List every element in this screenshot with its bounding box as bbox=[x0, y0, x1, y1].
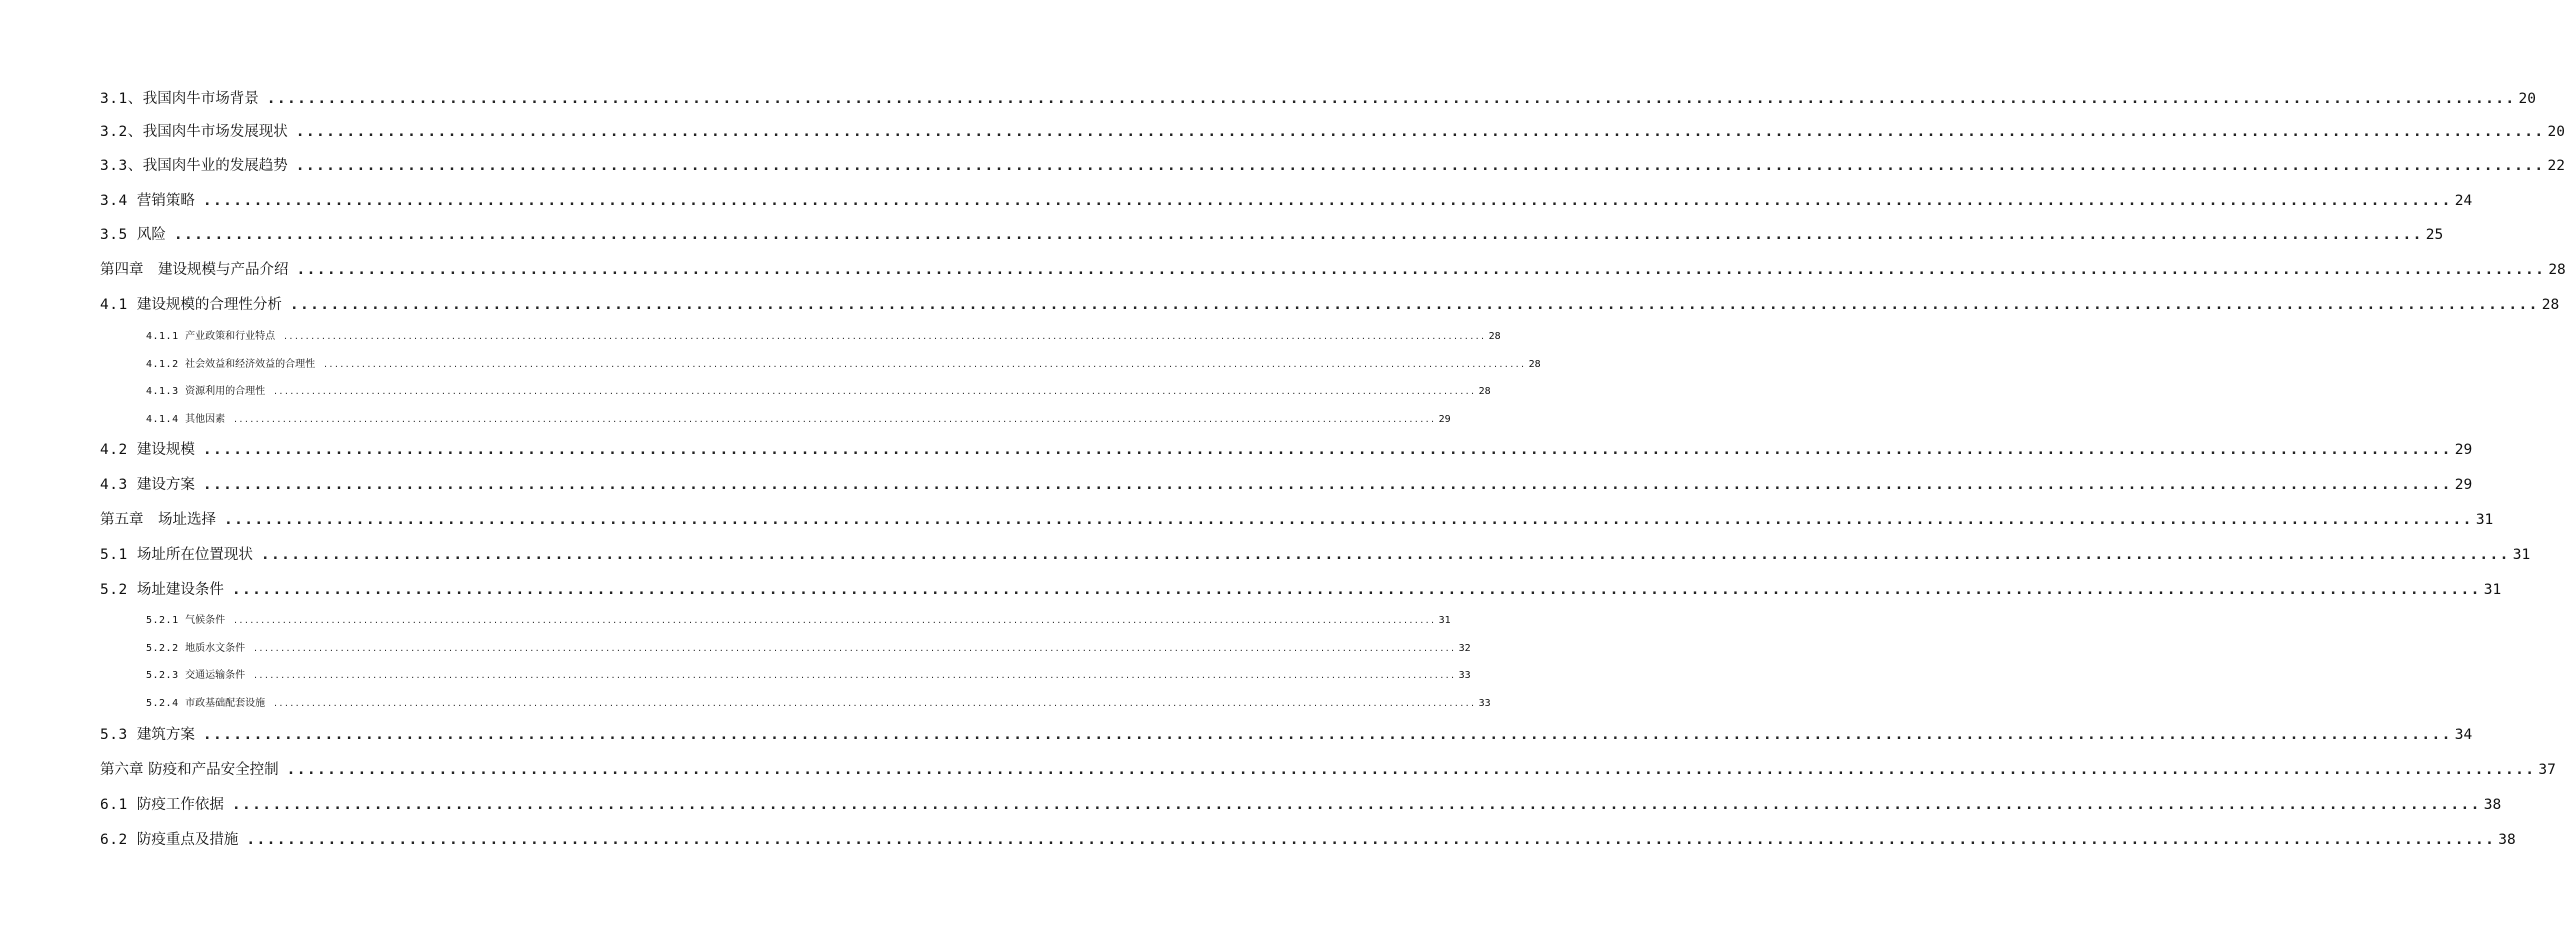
toc-number: 3.1、 bbox=[100, 91, 143, 107]
toc-title: 营销策略 bbox=[136, 193, 195, 209]
toc-page-number: 25 bbox=[2425, 227, 2444, 243]
toc-page-number: 31 bbox=[2512, 547, 2531, 563]
dot-leader: .............................................................................................................................................................................................................................. bbox=[296, 262, 2546, 278]
toc-title: 场址所在位置现状 bbox=[136, 547, 253, 563]
dot-leader: .............................................................................................................................................................................................................................. bbox=[295, 124, 2545, 140]
toc-title: 防疫工作依据 bbox=[136, 797, 224, 813]
toc-title: 建设方案 bbox=[136, 477, 195, 493]
toc-page-number: 28 bbox=[2541, 297, 2560, 313]
toc-title: 第四章 建设规模与产品介绍 bbox=[100, 262, 289, 278]
dot-leader: .............................................................................................................................................................................................................................. bbox=[233, 415, 1436, 424]
toc-page-number: 20 bbox=[2518, 91, 2536, 107]
toc-title: 建筑方案 bbox=[136, 727, 195, 743]
dot-leader: .............................................................................................................................................................................................................................. bbox=[173, 227, 2423, 243]
toc-entry-chapter-6[interactable] bbox=[100, 760, 2556, 780]
toc-label bbox=[100, 580, 224, 600]
dot-leader: .............................................................................................................................................................................................................................. bbox=[260, 547, 2510, 563]
toc-label bbox=[146, 385, 265, 399]
dot-leader: .............................................................................................................................................................................................................................. bbox=[283, 332, 1486, 341]
toc-page-number: 24 bbox=[2454, 193, 2473, 209]
toc-number: 5.2.3 bbox=[146, 670, 186, 681]
toc-page-number: 28 bbox=[2548, 262, 2566, 278]
toc-entry-5-2-3[interactable] bbox=[146, 669, 1471, 683]
toc-page-number: 31 bbox=[2475, 512, 2494, 528]
toc-page-number: 34 bbox=[2454, 727, 2473, 743]
toc-title: 建设规模 bbox=[136, 442, 195, 458]
toc-title: 我国肉牛市场背景 bbox=[142, 91, 259, 107]
toc-label bbox=[146, 697, 265, 711]
toc-page-number: 32 bbox=[1458, 643, 1471, 654]
toc-number: 5.1 bbox=[100, 547, 137, 563]
toc-number: 4.1.1 bbox=[146, 331, 186, 342]
toc-page-number: 33 bbox=[1478, 698, 1491, 709]
toc-number: 5.2 bbox=[100, 582, 137, 598]
toc-title: 其他因素 bbox=[185, 414, 226, 425]
toc-number: 4.1.4 bbox=[146, 414, 186, 425]
toc-label bbox=[100, 191, 195, 211]
toc-entry-chapter-4[interactable] bbox=[100, 260, 2566, 280]
toc-label bbox=[100, 295, 282, 315]
toc-entry-3-3[interactable] bbox=[100, 156, 2565, 176]
toc-page-number: 31 bbox=[1438, 615, 1451, 626]
toc-entry-3-1[interactable] bbox=[100, 89, 2536, 109]
dot-leader: .............................................................................................................................................................................................................................. bbox=[286, 762, 2536, 778]
toc-entry-5-1[interactable] bbox=[100, 545, 2531, 565]
toc-title: 资源利用的合理性 bbox=[185, 386, 266, 397]
toc-number: 6.1 bbox=[100, 797, 137, 813]
dot-leader: .............................................................................................................................................................................................................................. bbox=[202, 727, 2452, 743]
toc-number: 3.4 bbox=[100, 193, 137, 209]
toc-entry-5-2-2[interactable] bbox=[146, 642, 1471, 656]
toc-page-number: 28 bbox=[1528, 359, 1541, 370]
toc-entry-4-1-1[interactable] bbox=[146, 330, 1501, 344]
toc-title: 第六章 防疫和产品安全控制 bbox=[100, 762, 279, 778]
toc-label bbox=[146, 642, 245, 656]
dot-leader: .............................................................................................................................................................................................................................. bbox=[253, 671, 1456, 680]
toc-number: 5.3 bbox=[100, 727, 137, 743]
toc-title: 气候条件 bbox=[185, 615, 226, 626]
toc-label bbox=[100, 440, 195, 460]
toc-label bbox=[100, 760, 279, 780]
toc-page-number: 33 bbox=[1458, 670, 1471, 681]
toc-entry-4-1[interactable] bbox=[100, 295, 2560, 315]
toc-label bbox=[100, 260, 289, 280]
dot-leader: .............................................................................................................................................................................................................................. bbox=[273, 387, 1476, 396]
toc-number: 4.3 bbox=[100, 477, 137, 493]
toc-label bbox=[100, 545, 253, 565]
toc-page-number: 31 bbox=[2483, 582, 2502, 598]
toc-label bbox=[146, 330, 275, 344]
toc-page-number: 20 bbox=[2547, 124, 2565, 140]
toc-entry-3-5[interactable] bbox=[100, 225, 2444, 245]
toc-title: 风险 bbox=[136, 227, 166, 243]
toc-title: 我国肉牛市场发展现状 bbox=[142, 124, 288, 140]
toc-number: 4.2 bbox=[100, 442, 137, 458]
toc-label bbox=[146, 413, 225, 427]
toc-entry-5-2-4[interactable] bbox=[146, 697, 1491, 711]
toc-entry-6-1[interactable] bbox=[100, 795, 2502, 815]
toc-entry-5-3[interactable] bbox=[100, 725, 2473, 745]
toc-number: 4.1 bbox=[100, 297, 137, 313]
toc-page-number: 22 bbox=[2547, 158, 2565, 174]
toc-number: 5.2.4 bbox=[146, 698, 186, 709]
toc-page-number: 28 bbox=[1478, 386, 1491, 397]
toc-label bbox=[100, 830, 238, 850]
toc-entry-4-1-3[interactable] bbox=[146, 385, 1491, 399]
toc-title: 交通运输条件 bbox=[185, 670, 246, 681]
dot-leader: .............................................................................................................................................................................................................................. bbox=[231, 797, 2481, 813]
dot-leader: .............................................................................................................................................................................................................................. bbox=[202, 193, 2452, 209]
dot-leader: .............................................................................................................................................................................................................................. bbox=[266, 91, 2516, 107]
dot-leader: .............................................................................................................................................................................................................................. bbox=[246, 832, 2496, 848]
toc-entry-5-2-1[interactable] bbox=[146, 614, 1451, 628]
toc-label bbox=[100, 225, 166, 245]
toc-title: 第五章 场址选择 bbox=[100, 512, 216, 528]
toc-label bbox=[100, 475, 195, 495]
dot-leader: .............................................................................................................................................................................................................................. bbox=[253, 644, 1456, 653]
toc-entry-3-4[interactable] bbox=[100, 191, 2473, 211]
dot-leader: .............................................................................................................................................................................................................................. bbox=[289, 297, 2539, 313]
toc-label bbox=[100, 156, 288, 176]
toc-number: 3.5 bbox=[100, 227, 137, 243]
toc-number: 4.1.3 bbox=[146, 386, 186, 397]
toc-number: 6.2 bbox=[100, 832, 137, 848]
dot-leader: .............................................................................................................................................................................................................................. bbox=[224, 512, 2473, 528]
toc-entry-4-2[interactable] bbox=[100, 440, 2473, 460]
toc-page-number: 28 bbox=[1488, 331, 1501, 342]
toc-title: 社会效益和经济效益的合理性 bbox=[185, 359, 316, 370]
dot-leader: .............................................................................................................................................................................................................................. bbox=[273, 699, 1476, 708]
toc-entry-6-2[interactable] bbox=[100, 830, 2516, 850]
dot-leader: .............................................................................................................................................................................................................................. bbox=[233, 616, 1436, 625]
toc-label bbox=[100, 795, 224, 815]
toc-title: 产业政策和行业特点 bbox=[185, 331, 276, 342]
toc-entry-3-2[interactable] bbox=[100, 122, 2565, 142]
toc-title: 防疫重点及措施 bbox=[136, 832, 239, 848]
toc-page-number: 38 bbox=[2483, 797, 2502, 813]
toc-title: 市政基础配套设施 bbox=[185, 698, 266, 709]
toc-entry-5-2[interactable] bbox=[100, 580, 2502, 600]
toc-number: 5.2.1 bbox=[146, 615, 186, 626]
dot-leader: .............................................................................................................................................................................................................................. bbox=[202, 442, 2452, 458]
toc-entry-4-3[interactable] bbox=[100, 475, 2473, 495]
toc-label bbox=[100, 89, 259, 109]
dot-leader: .............................................................................................................................................................................................................................. bbox=[295, 158, 2545, 174]
toc-number: 5.2.2 bbox=[146, 643, 186, 654]
toc-label bbox=[146, 669, 245, 683]
toc-page-number: 37 bbox=[2538, 762, 2556, 778]
toc-title: 场址建设条件 bbox=[136, 582, 224, 598]
toc-number: 4.1.2 bbox=[146, 359, 186, 370]
dot-leader: .............................................................................................................................................................................................................................. bbox=[323, 360, 1526, 369]
toc-page-number: 29 bbox=[1438, 414, 1451, 425]
toc-entry-4-1-4[interactable] bbox=[146, 413, 1451, 427]
toc-title: 建设规模的合理性分析 bbox=[136, 297, 282, 313]
toc-entry-4-1-2[interactable] bbox=[146, 358, 1541, 372]
toc-label bbox=[100, 725, 195, 745]
toc-number: 3.2、 bbox=[100, 124, 143, 140]
toc-label bbox=[100, 122, 288, 142]
toc-page-number: 29 bbox=[2454, 442, 2473, 458]
toc-page-number: 29 bbox=[2454, 477, 2473, 493]
toc-page-number: 38 bbox=[2498, 832, 2516, 848]
dot-leader: .............................................................................................................................................................................................................................. bbox=[202, 477, 2452, 493]
toc-title: 地质水文条件 bbox=[185, 643, 246, 654]
toc-title: 我国肉牛业的发展趋势 bbox=[142, 158, 288, 174]
toc-label bbox=[146, 614, 225, 628]
toc-label bbox=[146, 358, 315, 372]
dot-leader: .............................................................................................................................................................................................................................. bbox=[231, 582, 2481, 598]
toc-entry-chapter-5[interactable] bbox=[100, 510, 2494, 530]
toc-number: 3.3、 bbox=[100, 158, 143, 174]
toc-label bbox=[100, 510, 216, 530]
